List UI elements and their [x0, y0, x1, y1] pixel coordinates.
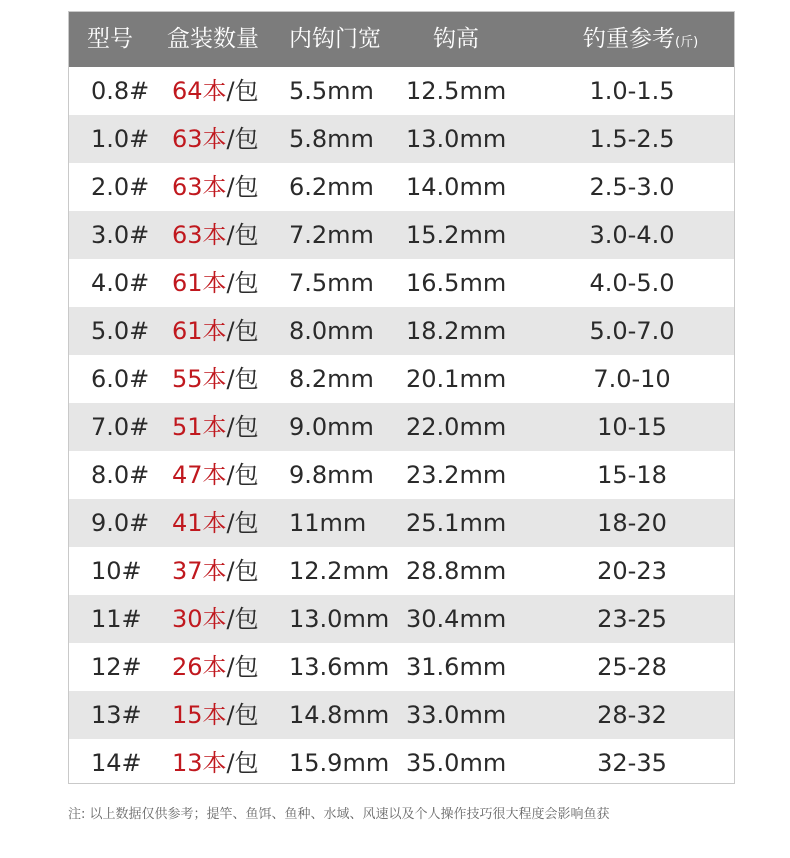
qty-cell: [172, 643, 259, 691]
qty-cell: [172, 67, 259, 115]
qty-per-pack: /包: [226, 749, 259, 777]
qty-cell: [172, 115, 259, 163]
qty-per-pack: /包: [226, 221, 259, 249]
hook-height-cell: 12.5mm: [406, 77, 507, 105]
qty-per-pack: /包: [226, 509, 259, 537]
header-weight-label: 钓重参考: [583, 26, 675, 52]
gap-width-cell: 8.0mm: [289, 317, 374, 345]
weight-ref-cell: 4.0-5.0: [589, 269, 675, 297]
header-weight-unit: (斤): [675, 35, 699, 50]
qty-count: 55本: [172, 365, 227, 393]
gap-width-cell: 5.5mm: [289, 77, 374, 105]
hook-height-cell: 23.2mm: [406, 461, 507, 489]
qty-count: 13本: [172, 749, 227, 777]
model-cell: 7.0#: [91, 413, 150, 441]
weight-ref-cell: 7.0-10: [593, 365, 671, 393]
hook-spec-table: [68, 11, 735, 784]
weight-ref-cell: 10-15: [597, 413, 667, 441]
hook-height-cell: 31.6mm: [406, 653, 507, 681]
qty-cell: [172, 211, 259, 259]
gap-width-cell: 13.0mm: [289, 605, 390, 633]
gap-width-cell: 6.2mm: [289, 173, 374, 201]
qty-count: 15本: [172, 701, 227, 729]
qty-per-pack: /包: [226, 173, 259, 201]
qty-cell: [172, 547, 259, 595]
table-row: [69, 403, 734, 451]
weight-ref-cell: 20-23: [597, 557, 667, 585]
weight-ref-cell: 1.0-1.5: [589, 77, 675, 105]
table-row: [69, 739, 734, 787]
qty-cell: [172, 691, 259, 739]
hook-height-cell: 20.1mm: [406, 365, 507, 393]
weight-ref-cell: 18-20: [597, 509, 667, 537]
gap-width-cell: 7.5mm: [289, 269, 374, 297]
qty-cell: [172, 259, 259, 307]
table-row: [69, 643, 734, 691]
header-height: 钩高: [433, 26, 479, 52]
qty-per-pack: /包: [226, 269, 259, 297]
qty-per-pack: /包: [226, 605, 259, 633]
qty-count: 41本: [172, 509, 227, 537]
qty-cell: [172, 163, 259, 211]
qty-per-pack: /包: [226, 701, 259, 729]
qty-count: 61本: [172, 269, 227, 297]
footnote: 注: 以上数据仅供参考；提竿、鱼饵、鱼种、水域、风速以及个人操作技巧很大程度会影响鱼获: [68, 807, 610, 822]
gap-width-cell: 9.8mm: [289, 461, 374, 489]
qty-count: 47本: [172, 461, 227, 489]
weight-ref-cell: 23-25: [597, 605, 667, 633]
qty-cell: [172, 355, 259, 403]
model-cell: 9.0#: [91, 509, 150, 537]
gap-width-cell: 12.2mm: [289, 557, 390, 585]
hook-height-cell: 14.0mm: [406, 173, 507, 201]
gap-width-cell: 14.8mm: [289, 701, 390, 729]
hook-height-cell: 35.0mm: [406, 749, 507, 777]
model-cell: 10#: [91, 557, 142, 585]
qty-cell: [172, 307, 259, 355]
qty-per-pack: /包: [226, 461, 259, 489]
qty-per-pack: /包: [226, 413, 259, 441]
qty-cell: [172, 595, 259, 643]
model-cell: 6.0#: [91, 365, 150, 393]
table-header: [69, 12, 734, 67]
model-cell: 5.0#: [91, 317, 150, 345]
qty-cell: [172, 451, 259, 499]
gap-width-cell: 7.2mm: [289, 221, 374, 249]
gap-width-cell: 11mm: [289, 509, 367, 537]
qty-count: 30本: [172, 605, 227, 633]
header-qty: 盒装数量: [167, 26, 259, 52]
qty-count: 63本: [172, 125, 227, 153]
weight-ref-cell: 32-35: [597, 749, 667, 777]
model-cell: 4.0#: [91, 269, 150, 297]
model-cell: 12#: [91, 653, 142, 681]
gap-width-cell: 9.0mm: [289, 413, 374, 441]
hook-height-cell: 13.0mm: [406, 125, 507, 153]
header-weight: [583, 12, 698, 67]
weight-ref-cell: 15-18: [597, 461, 667, 489]
qty-per-pack: /包: [226, 317, 259, 345]
header-width: 内钩门宽: [289, 26, 381, 52]
qty-cell: [172, 403, 259, 451]
hook-height-cell: 18.2mm: [406, 317, 507, 345]
gap-width-cell: 13.6mm: [289, 653, 390, 681]
model-cell: 2.0#: [91, 173, 150, 201]
qty-count: 61本: [172, 317, 227, 345]
table-row: [69, 355, 734, 403]
qty-per-pack: /包: [226, 653, 259, 681]
header-model: 型号: [87, 26, 133, 52]
gap-width-cell: 15.9mm: [289, 749, 390, 777]
model-cell: 8.0#: [91, 461, 150, 489]
table-row: [69, 307, 734, 355]
weight-ref-cell: 5.0-7.0: [589, 317, 675, 345]
hook-height-cell: 16.5mm: [406, 269, 507, 297]
model-cell: 11#: [91, 605, 142, 633]
gap-width-cell: 5.8mm: [289, 125, 374, 153]
table-row: [69, 595, 734, 643]
weight-ref-cell: 25-28: [597, 653, 667, 681]
qty-cell: [172, 739, 259, 787]
hook-height-cell: 28.8mm: [406, 557, 507, 585]
model-cell: 13#: [91, 701, 142, 729]
table-row: [69, 115, 734, 163]
qty-per-pack: /包: [226, 365, 259, 393]
hook-height-cell: 33.0mm: [406, 701, 507, 729]
qty-count: 26本: [172, 653, 227, 681]
model-cell: 0.8#: [91, 77, 150, 105]
qty-count: 51本: [172, 413, 227, 441]
table-row: [69, 211, 734, 259]
table-row: [69, 451, 734, 499]
model-cell: 14#: [91, 749, 142, 777]
hook-height-cell: 15.2mm: [406, 221, 507, 249]
qty-count: 63本: [172, 173, 227, 201]
hook-height-cell: 25.1mm: [406, 509, 507, 537]
qty-cell: [172, 499, 259, 547]
table-row: [69, 499, 734, 547]
table-row: [69, 163, 734, 211]
weight-ref-cell: 2.5-3.0: [589, 173, 675, 201]
weight-ref-cell: 28-32: [597, 701, 667, 729]
model-cell: 3.0#: [91, 221, 150, 249]
hook-height-cell: 22.0mm: [406, 413, 507, 441]
qty-count: 37本: [172, 557, 227, 585]
gap-width-cell: 8.2mm: [289, 365, 374, 393]
qty-per-pack: /包: [226, 557, 259, 585]
qty-count: 64本: [172, 77, 227, 105]
weight-ref-cell: 1.5-2.5: [589, 125, 675, 153]
table-row: [69, 547, 734, 595]
table-row: [69, 691, 734, 739]
qty-per-pack: /包: [226, 77, 259, 105]
qty-count: 63本: [172, 221, 227, 249]
table-row: [69, 259, 734, 307]
qty-per-pack: /包: [226, 125, 259, 153]
model-cell: 1.0#: [91, 125, 150, 153]
weight-ref-cell: 3.0-4.0: [589, 221, 675, 249]
hook-height-cell: 30.4mm: [406, 605, 507, 633]
table-row: [69, 67, 734, 115]
